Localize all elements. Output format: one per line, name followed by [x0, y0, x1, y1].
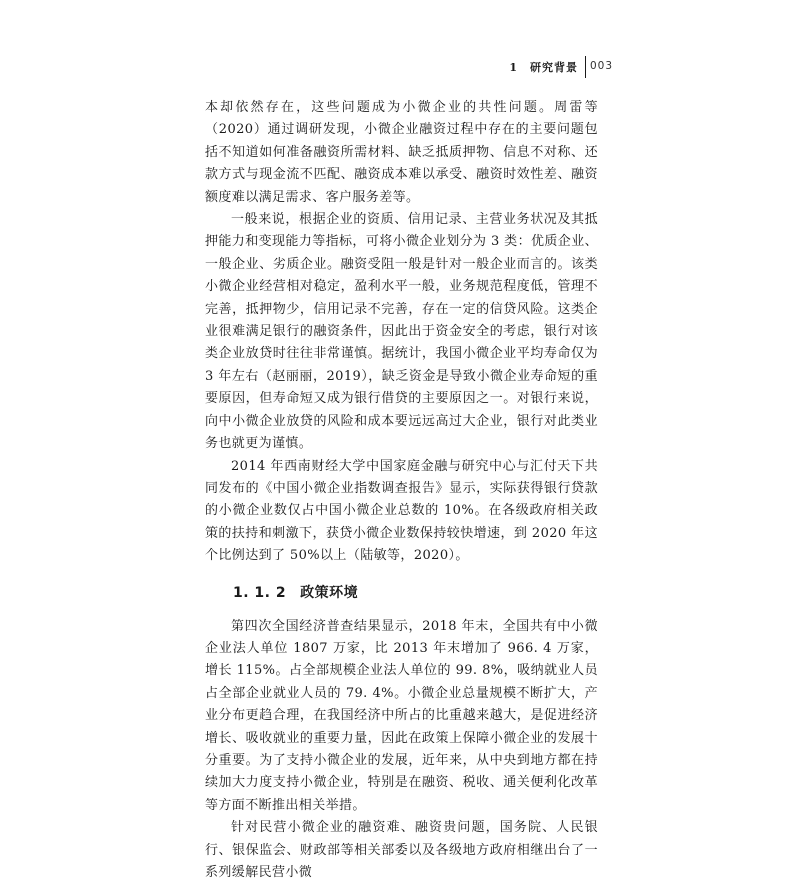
page-number: 003: [590, 60, 614, 72]
header-divider: [585, 56, 586, 78]
section-title: 政策环境: [300, 584, 359, 601]
chapter-label: 1 研究背景: [509, 61, 578, 74]
paragraph-2: 一般来说，根据企业的资质、信用记录、主营业务状况及其抵押能力和变现能力等指标，可将小微企业划分为 3 类：优质企业、一般企业、劣质企业。融资受阻一般是针对一般企业而言的。该类小微企业经营相对稳定，盈利水平一般，业务规范程度低，管理不完善，抵押物少，信用记录不完善，存在一定的信贷风险。这类企业很难满足银行的融资条件，因此出于资金安全的考虑，银行对该类企业放贷时往往非常谨慎。据统计，我国小微企业平均寿命仅为 3 年左右（赵丽丽，2019），缺乏资金是导致小微企业寿命短的重要原因，但寿命短又成为银行借贷的主要原因之一。对银行来说，向中小微企业放贷的风险和成本要远远高过大企业，银行对此类业务也就更为谨慎。: [205, 212, 598, 452]
paragraph-1: 本却依然存在，这些问题成为小微企业的共性问题。周雷等（2020）通过调研发现，小微企业融资过程中存在的主要问题包括不知道如何准备融资所需材料、缺乏抵质押物、信息不对称、还款方式与现金流不匹配、融资成本难以承受、融资时效性差、融资额度难以满足需求、客户服务差等。: [205, 100, 598, 205]
running-header: [0, 56, 800, 80]
paragraph-4: 第四次全国经济普查结果显示，2018 年末，全国共有中小微企业法人单位 1807 万家，比 2013 年末增加了 966. 4 万家，增长 115%。占全部规模企业法人单位的 99. 8%，吸纳就业人员占全部企业就业人员的 79. 4%。小微企业总量规模不断扩大，产业分布更趋合理，在我国经济中所占的比重越来越大，是促进经济增长、吸收就业的重要力量，因此在政策上保障小微企业的发展十分重要。为了支持小微企业的发展，近年来，从中央到地方都在持续加大力度支持小微企业，特别是在融资、税收、通关便利化改革等方面不断推出相关举措。: [205, 618, 598, 813]
section-number: 1. 1. 2: [233, 584, 287, 601]
paragraph-3: 2014 年西南财经大学中国家庭金融与研究中心与汇付天下共同发布的《中国小微企业指数调查报告》显示，实际获得银行贷款的小微企业数仅占中国小微企业总数的 10%。在各级政府相关政策的扶持和刺激下，获贷小微企业数保持较快增速，到 2020 年这个比例达到了 50%以上（陆敏等，2020）。: [205, 458, 598, 564]
paragraph-5: 针对民营小微企业的融资难、融资贵问题，国务院、人民银行、银保监会、财政部等相关部委以及各级地方政府相继出台了一系列缓解民营小微: [205, 820, 598, 880]
page-body: [205, 97, 598, 884]
section-heading: [233, 582, 598, 602]
